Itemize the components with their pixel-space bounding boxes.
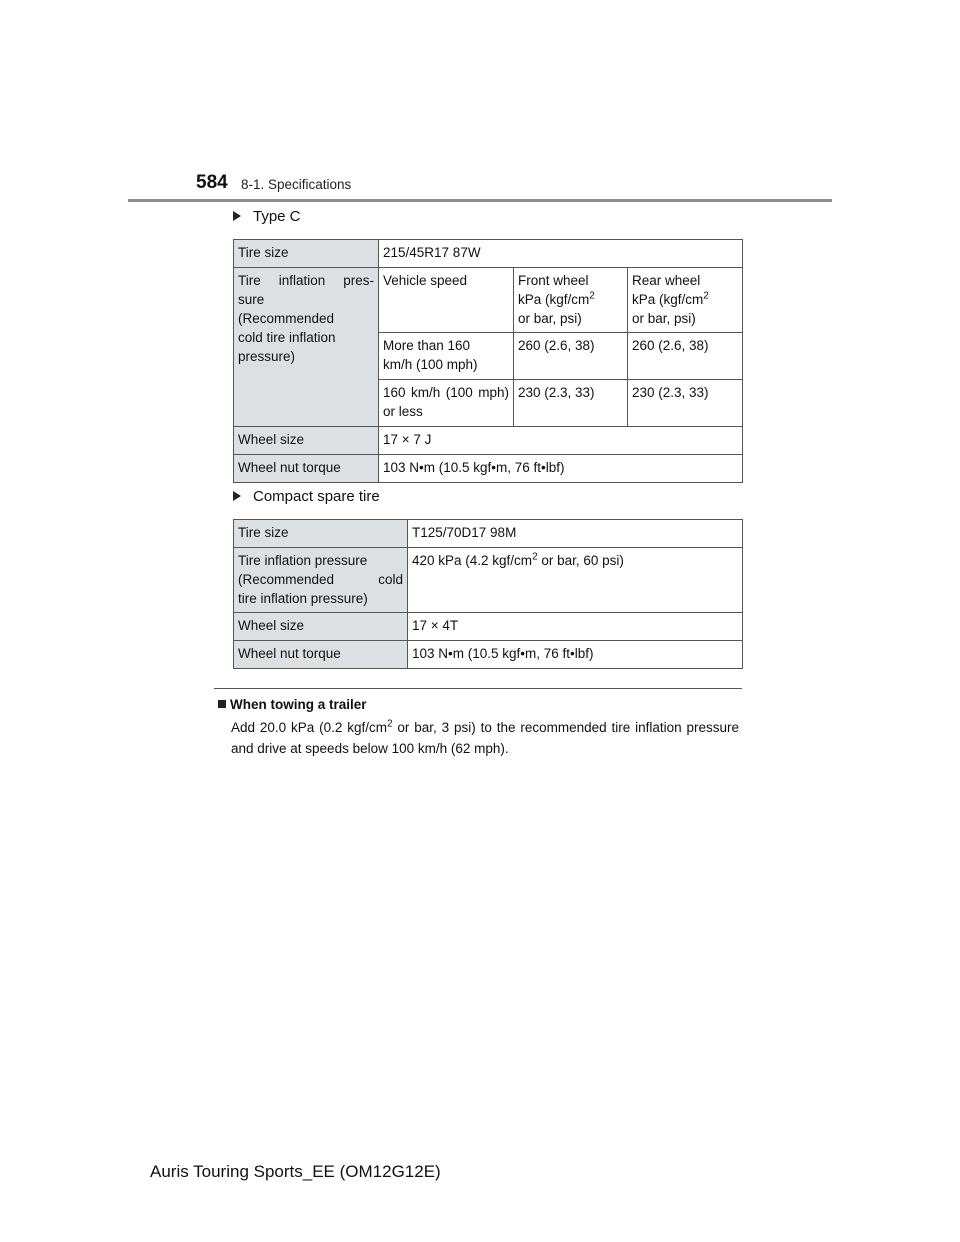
front-pressure-cell: 260 (2.6, 38) [514, 333, 628, 380]
note-title [218, 697, 367, 712]
rear-pressure-cell: 260 (2.6, 38) [628, 333, 743, 380]
vehicle-speed-header: Vehicle speed [379, 268, 514, 333]
compact-spare-heading [233, 488, 380, 505]
note-title-text: When towing a trailer [230, 697, 367, 712]
superscript: 2 [703, 290, 709, 302]
tire-pressure-label-line: sure [238, 292, 265, 307]
triangle-bullet-icon [233, 211, 241, 221]
table-row [234, 427, 743, 455]
compact-spare-spec-table [233, 519, 743, 669]
section-title: 8-1. Specifications [241, 177, 352, 192]
table-row [234, 548, 743, 613]
compact-spare-heading-text: Compact spare tire [253, 488, 380, 505]
table-row [234, 268, 743, 333]
type-c-spec-table [233, 239, 743, 483]
spare-wheel-nut-torque-label: Wheel nut torque [234, 641, 408, 669]
wheel-size-value: 17 × 7 J [379, 427, 743, 455]
spare-pressure-label [234, 548, 408, 613]
note-body [231, 717, 739, 759]
type-c-heading [233, 208, 301, 225]
tire-pressure-label [234, 268, 379, 427]
tire-pressure-label-line: (Recommended [238, 311, 335, 326]
speed-cell-line: 160 km/h (100 [383, 385, 473, 400]
tire-pressure-label-line: cold tire inflation [238, 330, 336, 345]
spare-pressure-value [408, 548, 743, 613]
table-row [234, 455, 743, 483]
wheel-nut-torque-value: 103 N•m (10.5 kgf•m, 76 ft•lbf) [379, 455, 743, 483]
spare-tire-size-label: Tire size [234, 520, 408, 548]
tire-pressure-label-line: Tire inflation pres- [238, 273, 374, 288]
header-divider [128, 199, 832, 202]
speed-cell-line: km/h (100 mph) [383, 357, 478, 372]
speed-cell [379, 333, 514, 380]
superscript: 2 [589, 290, 595, 302]
rear-wheel-header-line: kPa (kgf/cm [632, 292, 704, 307]
note-body-text: Add 20.0 kPa (0.2 kgf/cm [231, 720, 387, 735]
spare-pressure-label-line: (Recommended cold [238, 572, 403, 587]
spare-pressure-label-line: Tire inflation pressure [238, 553, 368, 568]
spare-tire-size-value: T125/70D17 98M [408, 520, 743, 548]
wheel-size-label: Wheel size [234, 427, 379, 455]
rear-pressure-cell: 230 (2.3, 33) [628, 380, 743, 427]
note-body-text: or bar, 3 psi) to the recommended tire inflation pressure and drive at speeds below 100 km/h (62 mph). [231, 720, 739, 756]
spare-pressure-label-line: tire inflation pressure) [238, 591, 368, 606]
triangle-bullet-icon [233, 491, 241, 501]
page-number: 584 [196, 172, 228, 193]
tire-pressure-label-line: pressure) [238, 349, 296, 364]
spare-wheel-nut-torque-value: 103 N•m (10.5 kgf•m, 76 ft•lbf) [408, 641, 743, 669]
type-c-heading-text: Type C [253, 208, 301, 225]
tire-size-label: Tire size [234, 240, 379, 268]
front-wheel-header [514, 268, 628, 333]
tire-size-value: 215/45R17 87W [379, 240, 743, 268]
table-row [234, 613, 743, 641]
speed-cell [379, 380, 514, 427]
table-row [234, 240, 743, 268]
wheel-nut-torque-label: Wheel nut torque [234, 455, 379, 483]
front-wheel-header-line: or bar, psi) [518, 311, 582, 326]
rear-wheel-header-line: or bar, psi) [632, 311, 696, 326]
footer-manual-id: Auris Touring Sports_EE (OM12G12E) [150, 1162, 441, 1181]
front-pressure-cell: 230 (2.3, 33) [514, 380, 628, 427]
front-wheel-header-line: kPa (kgf/cm [518, 292, 590, 307]
speed-cell-line: More than 160 [383, 338, 471, 353]
front-wheel-header-line: Front wheel [518, 273, 589, 288]
superscript: 2 [387, 718, 393, 730]
spare-pressure-value-text: 420 kPa (4.2 kgf/cm [412, 553, 533, 568]
square-bullet-icon [218, 700, 226, 708]
note-divider [214, 688, 742, 689]
spare-wheel-size-label: Wheel size [234, 613, 408, 641]
spare-pressure-value-text: or bar, 60 psi) [537, 553, 624, 568]
spare-wheel-size-value: 17 × 4T [408, 613, 743, 641]
rear-wheel-header [628, 268, 743, 333]
superscript: 2 [532, 551, 538, 563]
table-row [234, 520, 743, 548]
table-row [234, 641, 743, 669]
rear-wheel-header-line: Rear wheel [632, 273, 701, 288]
speed-cell-line: mph) or less [383, 385, 509, 419]
